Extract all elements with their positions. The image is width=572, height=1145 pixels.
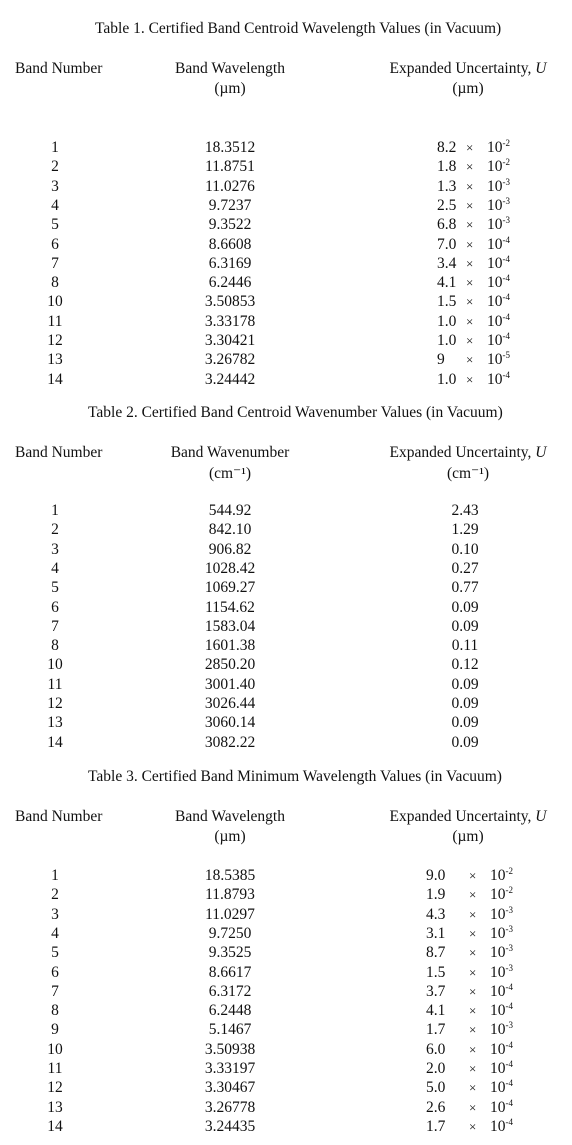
table-row <box>0 578 572 597</box>
band-number-cell: 1 <box>51 502 59 519</box>
band-number-cell: 4 <box>51 559 59 577</box>
uncertainty-cell: 0.09 <box>451 714 479 732</box>
column-header-uncertainty-label: Expanded Uncertainty, <box>389 444 532 461</box>
table-row <box>0 1059 572 1078</box>
table-row <box>0 1117 572 1136</box>
power-base: 10 <box>490 1060 506 1077</box>
table-row <box>0 982 572 1001</box>
uncertainty-mantissa: 1.0 <box>437 332 457 349</box>
band-value-cell: 11.0276 <box>205 177 255 195</box>
band-value-cell: 842.10 <box>208 521 252 539</box>
column-header-uncertainty <box>378 808 558 846</box>
column-header-uncertainty-line <box>378 444 558 462</box>
uncertainty-cell: 0.09 <box>451 695 479 712</box>
band-value-cell: 3.26782 <box>204 351 256 369</box>
uncertainty-power-of-ten <box>490 1001 513 1020</box>
uncertainty-mantissa: 1.9 <box>426 886 446 904</box>
band-value-cell: 8.6617 <box>208 963 252 981</box>
power-exponent: -4 <box>502 311 510 322</box>
uncertainty-cell: 0.09 <box>451 733 479 751</box>
band-number-cell: 7 <box>51 982 59 1000</box>
column-header-uncertainty-label: Expanded Uncertainty, <box>389 60 532 77</box>
band-value-cell: 11.8751 <box>205 158 255 176</box>
times-sign: × <box>466 352 474 368</box>
times-sign: × <box>469 887 477 903</box>
uncertainty-mantissa: 4.1 <box>437 274 457 292</box>
uncertainty-mantissa: 1.7 <box>426 1117 446 1135</box>
uncertainty-mantissa: 2.5 <box>437 196 457 214</box>
power-base: 10 <box>487 293 503 311</box>
times-sign: × <box>466 140 474 155</box>
table-row <box>0 157 572 176</box>
power-exponent: -2 <box>505 866 513 876</box>
band-number-cell: 5 <box>51 944 59 962</box>
table-row <box>0 866 572 885</box>
times-sign: × <box>469 945 477 961</box>
uncertainty-power-of-ten <box>490 963 513 982</box>
power-exponent: -4 <box>505 1097 513 1108</box>
band-number-cell: 6 <box>51 963 59 981</box>
band-number-cell: 11 <box>47 1060 63 1077</box>
band-value-cell: 906.82 <box>208 540 252 558</box>
band-number-cell: 5 <box>51 216 59 234</box>
power-base: 10 <box>490 1002 506 1020</box>
power-base: 10 <box>487 312 503 330</box>
band-value-cell: 544.92 <box>208 502 252 519</box>
band-number-cell: 13 <box>47 1098 63 1116</box>
uncertainty-cell: 0.27 <box>451 559 479 577</box>
band-number-cell: 2 <box>51 886 59 904</box>
power-base: 10 <box>487 274 503 292</box>
band-value-cell: 3.50853 <box>204 293 256 311</box>
power-base: 10 <box>487 158 503 176</box>
table-row <box>0 713 572 732</box>
table-row <box>0 559 572 578</box>
power-exponent: -4 <box>502 273 510 284</box>
column-header-value-label: Band Wavelength <box>175 60 285 77</box>
table-row <box>0 1098 572 1117</box>
band-value-cell: 11.0297 <box>205 905 255 923</box>
table-row <box>0 1078 572 1097</box>
band-number-cell: 10 <box>47 293 63 311</box>
band-value-cell: 6.2446 <box>208 274 252 292</box>
table-caption: Table 1. Certified Band Centroid Wavelength Values (in Vacuum) <box>95 20 502 37</box>
uncertainty-power-of-ten <box>487 331 510 350</box>
times-sign: × <box>466 275 474 291</box>
uncertainty-power-of-ten <box>490 885 513 904</box>
uncertainty-power-of-ten <box>487 235 510 254</box>
band-value-cell: 3026.44 <box>204 695 256 712</box>
band-value-cell: 3060.14 <box>204 714 256 732</box>
table-row <box>0 292 572 311</box>
uncertainty-power-of-ten <box>487 157 510 176</box>
uncertainty-cell: 0.11 <box>451 637 479 655</box>
table-row <box>0 675 572 694</box>
band-number-cell: 2 <box>51 158 59 176</box>
uncertainty-mantissa: 4.1 <box>426 1002 446 1020</box>
uncertainty-power-of-ten <box>487 312 510 331</box>
column-header-value-label: Band Wavenumber <box>170 444 290 461</box>
uncertainty-mantissa: 8.7 <box>426 944 446 962</box>
column-header-band-number: Band Number <box>15 60 103 77</box>
power-exponent: -3 <box>505 943 513 954</box>
band-number-cell: 14 <box>47 1117 63 1135</box>
column-header-uncertainty <box>378 444 558 483</box>
band-number-cell: 12 <box>47 1079 63 1097</box>
uncertainty-mantissa: 8.2 <box>437 139 457 156</box>
power-exponent: -3 <box>502 176 510 187</box>
uncertainty-cell: 0.77 <box>451 579 479 597</box>
power-base: 10 <box>490 1117 506 1135</box>
band-value-cell: 9.7250 <box>208 924 252 942</box>
band-value-cell: 2850.20 <box>204 656 256 674</box>
uncertainty-power-of-ten <box>490 1117 513 1136</box>
uncertainty-mantissa: 6.8 <box>437 216 457 234</box>
band-value-cell: 6.3172 <box>208 982 252 1000</box>
band-value-cell: 1601.38 <box>204 637 256 655</box>
band-value-cell: 3001.40 <box>204 675 256 693</box>
band-number-cell: 6 <box>51 598 59 616</box>
table-row <box>0 655 572 674</box>
uncertainty-mantissa: 9.0 <box>426 867 446 884</box>
band-value-cell: 3.50938 <box>204 1040 256 1058</box>
uncertainty-mantissa: 1.7 <box>426 1021 446 1039</box>
table-row <box>0 235 572 254</box>
times-sign: × <box>466 236 474 252</box>
uncertainty-cell: 0.09 <box>451 598 479 616</box>
column-header-uncertainty-symbol: U <box>535 444 547 461</box>
band-number-cell: 6 <box>51 235 59 253</box>
band-number-cell: 3 <box>51 540 59 558</box>
column-header-value <box>150 444 310 483</box>
times-sign: × <box>469 1041 477 1057</box>
band-number-cell: 7 <box>51 254 59 272</box>
band-value-cell: 11.8793 <box>205 886 255 904</box>
band-number-cell: 14 <box>47 733 63 751</box>
times-sign: × <box>469 925 477 941</box>
column-header-uncertainty-symbol: U <box>535 808 547 825</box>
column-header-uncertainty <box>378 60 558 98</box>
times-sign: × <box>466 255 474 271</box>
band-number-cell: 2 <box>51 521 59 539</box>
band-value-cell: 9.7237 <box>208 196 252 214</box>
uncertainty-mantissa: 2.0 <box>426 1060 446 1077</box>
times-sign: × <box>466 371 474 387</box>
uncertainty-power-of-ten <box>490 1059 513 1078</box>
band-number-cell: 1 <box>51 867 59 884</box>
column-header-uncertainty-line <box>378 60 558 78</box>
column-header-value <box>150 60 310 98</box>
power-base: 10 <box>490 924 506 942</box>
table-row <box>0 177 572 196</box>
band-number-cell: 11 <box>47 312 63 330</box>
table-row <box>0 138 572 157</box>
times-sign: × <box>469 868 477 883</box>
uncertainty-mantissa: 1.0 <box>437 370 457 388</box>
power-base: 10 <box>487 216 503 234</box>
table-row <box>0 501 572 520</box>
power-base: 10 <box>490 1021 506 1039</box>
power-exponent: -3 <box>505 1020 513 1031</box>
column-header-uncertainty-unit: (µm) <box>452 828 484 845</box>
power-base: 10 <box>487 139 503 156</box>
band-value-cell: 3.24442 <box>204 370 256 388</box>
times-sign: × <box>469 1061 477 1076</box>
power-exponent: -4 <box>502 292 510 303</box>
times-sign: × <box>469 1022 477 1038</box>
band-number-cell: 8 <box>51 1002 59 1020</box>
table-row <box>0 215 572 234</box>
power-base: 10 <box>490 905 506 923</box>
band-number-cell: 8 <box>51 637 59 655</box>
power-exponent: -4 <box>505 1116 513 1127</box>
times-sign: × <box>469 1003 477 1019</box>
table-row <box>0 196 572 215</box>
uncertainty-cell: 2.43 <box>451 502 479 519</box>
band-number-cell: 5 <box>51 579 59 597</box>
uncertainty-mantissa: 3.1 <box>426 924 446 942</box>
power-exponent: -3 <box>502 215 510 226</box>
uncertainty-mantissa: 1.0 <box>437 312 457 330</box>
band-value-cell: 1154.62 <box>205 598 255 616</box>
table-row <box>0 617 572 636</box>
table-row <box>0 254 572 273</box>
uncertainty-power-of-ten <box>487 350 510 369</box>
table-row <box>0 1001 572 1020</box>
power-base: 10 <box>487 332 503 349</box>
band-value-cell: 1069.27 <box>204 579 256 597</box>
times-sign: × <box>466 217 474 233</box>
band-value-cell: 1583.04 <box>204 617 256 635</box>
power-base: 10 <box>490 1098 506 1116</box>
times-sign: × <box>466 313 474 329</box>
times-sign: × <box>466 333 474 348</box>
uncertainty-power-of-ten <box>490 1020 513 1039</box>
band-number-cell: 4 <box>51 924 59 942</box>
times-sign: × <box>469 964 477 980</box>
column-header-value-unit: (µm) <box>214 828 246 845</box>
band-value-cell: 6.3169 <box>208 254 252 272</box>
table-row <box>0 540 572 559</box>
uncertainty-cell: 0.09 <box>451 617 479 635</box>
table-row <box>0 331 572 350</box>
times-sign: × <box>469 1080 477 1096</box>
power-base: 10 <box>490 1040 506 1058</box>
table-row <box>0 636 572 655</box>
table-row <box>0 1020 572 1039</box>
power-exponent: -3 <box>502 195 510 206</box>
band-number-cell: 7 <box>51 617 59 635</box>
power-base: 10 <box>487 370 503 388</box>
times-sign: × <box>469 983 477 999</box>
uncertainty-mantissa: 7.0 <box>437 235 457 253</box>
column-header-band-number: Band Number <box>15 444 103 461</box>
times-sign: × <box>466 159 474 175</box>
power-exponent: -2 <box>505 885 513 896</box>
uncertainty-power-of-ten <box>487 370 510 389</box>
table-row <box>0 885 572 904</box>
uncertainty-mantissa: 1.8 <box>437 158 457 176</box>
uncertainty-power-of-ten <box>487 273 510 292</box>
band-value-cell: 5.1467 <box>208 1021 252 1039</box>
uncertainty-mantissa: 1.5 <box>437 293 457 311</box>
uncertainty-cell: 0.12 <box>451 656 479 674</box>
power-exponent: -4 <box>505 1039 513 1050</box>
table-row <box>0 520 572 539</box>
power-exponent: -5 <box>502 350 510 361</box>
band-value-cell: 3.30421 <box>204 332 256 349</box>
table-row <box>0 694 572 713</box>
power-exponent: -4 <box>502 369 510 380</box>
uncertainty-power-of-ten <box>487 177 510 196</box>
times-sign: × <box>466 178 474 194</box>
table-row <box>0 350 572 369</box>
power-exponent: -2 <box>502 138 510 148</box>
uncertainty-mantissa: 1.3 <box>437 177 457 195</box>
column-header-uncertainty-unit: (cm⁻¹) <box>446 465 490 482</box>
band-number-cell: 10 <box>47 1040 63 1058</box>
table-row <box>0 1040 572 1059</box>
column-header-value <box>150 808 310 846</box>
times-sign: × <box>466 197 474 213</box>
uncertainty-power-of-ten <box>490 1040 513 1059</box>
band-number-cell: 14 <box>47 370 63 388</box>
uncertainty-power-of-ten <box>490 943 513 962</box>
uncertainty-power-of-ten <box>487 292 510 311</box>
power-base: 10 <box>490 1079 506 1097</box>
band-number-cell: 8 <box>51 274 59 292</box>
power-exponent: -4 <box>505 981 513 992</box>
uncertainty-cell: 0.09 <box>451 675 479 693</box>
band-value-cell: 3.26778 <box>204 1098 256 1116</box>
column-header-uncertainty-line <box>378 808 558 826</box>
power-base: 10 <box>490 886 506 904</box>
band-number-cell: 13 <box>47 351 63 369</box>
uncertainty-power-of-ten <box>487 215 510 234</box>
band-value-cell: 18.3512 <box>204 139 256 156</box>
band-value-cell: 18.5385 <box>204 867 256 884</box>
uncertainty-mantissa: 3.4 <box>437 254 457 272</box>
table-row <box>0 598 572 617</box>
power-base: 10 <box>487 235 503 253</box>
power-exponent: -3 <box>505 923 513 934</box>
band-number-cell: 10 <box>47 656 63 674</box>
column-header-value-label: Band Wavelength <box>175 808 285 825</box>
power-exponent: -4 <box>502 253 510 264</box>
power-exponent: -4 <box>502 331 510 341</box>
power-base: 10 <box>490 963 506 981</box>
uncertainty-power-of-ten <box>487 196 510 215</box>
band-value-cell: 3.33178 <box>204 312 256 330</box>
column-header-uncertainty-label: Expanded Uncertainty, <box>389 808 532 825</box>
uncertainty-power-of-ten <box>490 924 513 943</box>
uncertainty-power-of-ten <box>487 138 510 157</box>
times-sign: × <box>469 1118 477 1134</box>
table-row <box>0 943 572 962</box>
band-number-cell: 1 <box>51 139 59 156</box>
power-base: 10 <box>490 982 506 1000</box>
uncertainty-mantissa: 1.5 <box>426 963 446 981</box>
power-base: 10 <box>487 196 503 214</box>
band-number-cell: 9 <box>51 1021 59 1039</box>
table-caption: Table 2. Certified Band Centroid Wavenumber Values (in Vacuum) <box>88 404 503 421</box>
uncertainty-mantissa: 5.0 <box>426 1079 446 1097</box>
band-value-cell: 9.3525 <box>208 944 252 962</box>
band-value-cell: 3.33197 <box>204 1060 256 1077</box>
power-exponent: -3 <box>505 962 513 973</box>
table-row <box>0 905 572 924</box>
uncertainty-power-of-ten <box>487 254 510 273</box>
band-value-cell: 6.2448 <box>208 1002 252 1020</box>
band-number-cell: 12 <box>47 695 63 712</box>
uncertainty-power-of-ten <box>490 866 513 885</box>
table-row <box>0 924 572 943</box>
power-exponent: -4 <box>505 1059 513 1069</box>
band-value-cell: 9.3522 <box>208 216 252 234</box>
power-base: 10 <box>490 867 506 884</box>
uncertainty-power-of-ten <box>490 1098 513 1117</box>
uncertainty-mantissa: 4.3 <box>426 905 446 923</box>
times-sign: × <box>466 294 474 310</box>
band-value-cell: 3.30467 <box>204 1079 256 1097</box>
times-sign: × <box>469 906 477 922</box>
table-row <box>0 733 572 752</box>
power-exponent: -2 <box>502 157 510 168</box>
band-value-cell: 3.24435 <box>204 1117 256 1135</box>
band-number-cell: 3 <box>51 905 59 923</box>
table-row <box>0 273 572 292</box>
table-row <box>0 370 572 389</box>
band-number-cell: 11 <box>47 675 63 693</box>
column-header-uncertainty-unit: (µm) <box>452 80 484 97</box>
power-base: 10 <box>490 944 506 962</box>
power-base: 10 <box>487 351 503 369</box>
power-exponent: -4 <box>505 1001 513 1012</box>
power-base: 10 <box>487 254 503 272</box>
band-number-cell: 12 <box>47 332 63 349</box>
band-value-cell: 8.6608 <box>208 235 252 253</box>
column-header-uncertainty-symbol: U <box>535 60 547 77</box>
power-exponent: -4 <box>505 1078 513 1089</box>
times-sign: × <box>469 1099 477 1115</box>
uncertainty-power-of-ten <box>490 982 513 1001</box>
table-caption: Table 3. Certified Band Minimum Wavelength Values (in Vacuum) <box>88 768 502 785</box>
column-header-value-unit: (cm⁻¹) <box>208 465 252 482</box>
column-header-band-number: Band Number <box>15 808 103 825</box>
uncertainty-mantissa: 6.0 <box>426 1040 446 1058</box>
band-number-cell: 13 <box>47 714 63 732</box>
uncertainty-cell: 0.10 <box>451 540 479 558</box>
column-header-value-unit: (µm) <box>214 80 246 97</box>
power-exponent: -4 <box>502 234 510 245</box>
band-number-cell: 3 <box>51 177 59 195</box>
uncertainty-mantissa: 9 <box>437 351 445 369</box>
table-row <box>0 312 572 331</box>
power-exponent: -3 <box>505 904 513 915</box>
uncertainty-power-of-ten <box>490 905 513 924</box>
band-number-cell: 4 <box>51 196 59 214</box>
uncertainty-mantissa: 2.6 <box>426 1098 446 1116</box>
band-value-cell: 3082.22 <box>204 733 256 751</box>
band-value-cell: 1028.42 <box>204 559 256 577</box>
uncertainty-cell: 1.29 <box>451 521 479 539</box>
uncertainty-power-of-ten <box>490 1078 513 1097</box>
uncertainty-mantissa: 3.7 <box>426 982 446 1000</box>
power-base: 10 <box>487 177 503 195</box>
table-row <box>0 963 572 982</box>
